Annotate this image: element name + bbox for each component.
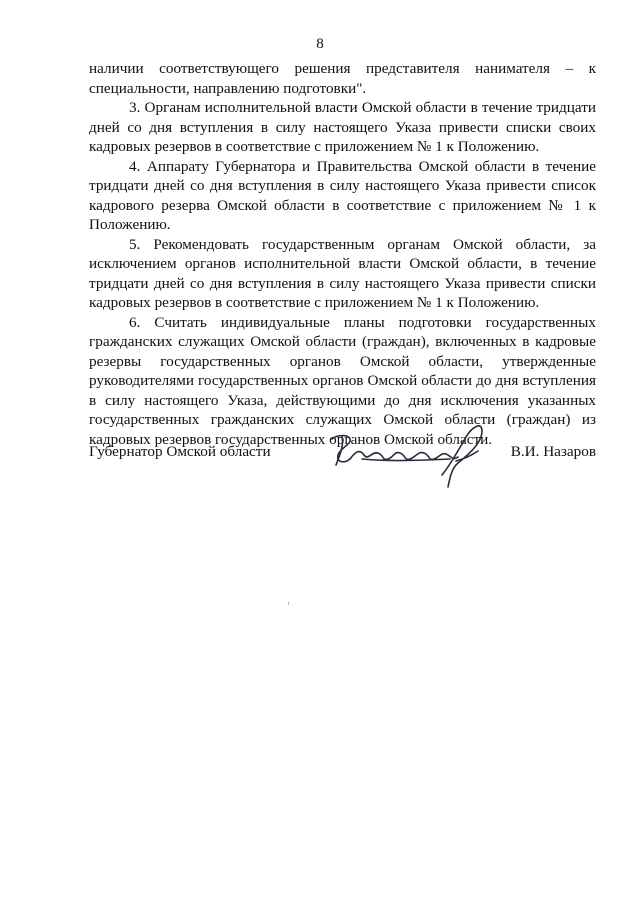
signature-block (89, 415, 596, 495)
page-number: 8 (316, 36, 324, 52)
paragraph-continuation: наличии соответствующего решения представителя нанимателя – к специальности, направлению подготовки". (89, 60, 596, 97)
paragraph-3: 3. Органам исполнительной власти Омской области в течение тридцати дней со дня вступления в силу настоящего Указа привести списки своих кадровых резервов в соответствие с приложением № 1 к Положению. (89, 99, 596, 155)
signer-name: В.И. Назаров (510, 443, 596, 460)
paragraph-6: 6. Считать индивидуальные планы подготовки государственных гражданских служащих Омской области (граждан), включенных в кадровые резервы государственных органов Омской области, утвержденные руководителями государственных органов Омской области до дня вступления в силу настоящего Указа, действующими до дня исключения указанных государственных гражданских служащих Омской области (граждан) из кадровых резервов государственных органов Омской области. (89, 313, 596, 448)
paragraph-4: 4. Аппарату Губернатора и Правительства Омской области в течение тридцати дней со дня вступления в силу настоящего Указа привести список кадрового резерва Омской области в соответствие с приложением № 1 к Положению. (89, 157, 596, 233)
handwritten-signature (322, 415, 492, 495)
scan-speck (288, 602, 289, 605)
document-body (89, 59, 596, 449)
paragraph-5: 5. Рекомендовать государственным органам Омской области, за исключением органов исполнительной власти Омской области, в течение тридцати дней со дня вступления в силу настоящего Указа привести списки кадровых резервов в соответствие с приложением № 1 к Положению. (89, 235, 596, 311)
signer-position-title: Губернатор Омской области (89, 443, 271, 460)
